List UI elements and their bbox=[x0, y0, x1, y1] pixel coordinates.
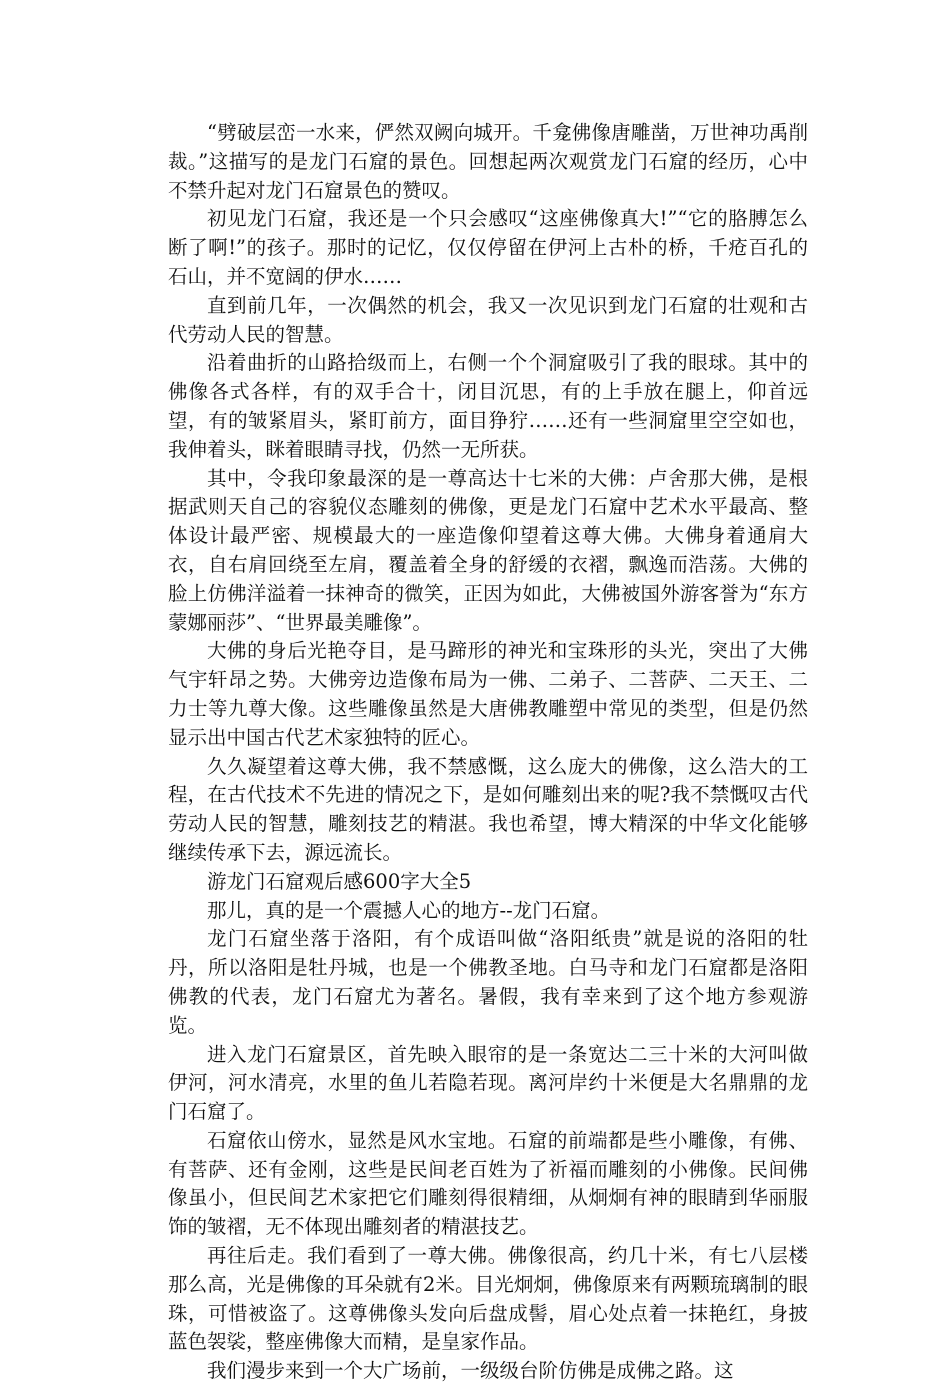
section-heading: 游龙门石窟观后感600字大全5 bbox=[207, 869, 472, 893]
paragraph-12: 再往后走。我们看到了一尊大佛。佛像很高，约几十米，有七八层楼那么高，光是佛像的耳朵就有2米。目光炯炯，佛像原来有两颗琉璃制的眼珠，可惜被盗了。这尊佛像头发向后盘成髻，眉心处点着一抹艳红，身披蓝色袈裟，整座佛像大而精，是皇家作品。 bbox=[168, 1244, 808, 1354]
paragraph-8: 那儿，真的是一个震撼人心的地方--龙门石窟。 bbox=[207, 898, 611, 922]
paragraph-9: 龙门石窟坐落于洛阳，有个成语叫做“洛阳纸贵”就是说的洛阳的牡丹，所以洛阳是牡丹城，也是一个佛教圣地。白马寺和龙门石窟都是洛阳佛教的代表，龙门石窟尤为著名。暑假，我有幸来到了这个地方参观游览。 bbox=[168, 927, 808, 1037]
paragraph-11: 石窟依山傍水，显然是风水宝地。石窟的前端都是些小雕像，有佛、有菩萨、还有金刚，这些是民间老百姓为了祈福而雕刻的小佛像。民间佛像虽小，但民间艺术家把它们雕刻得很精细，从炯炯有神的眼睛到华丽服饰的皱褶，无不体现出雕刻者的精湛技艺。 bbox=[168, 1128, 808, 1239]
paragraph-10: 进入龙门石窟景区，首先映入眼帘的是一条宽达二三十米的大河叫做伊河，河水清亮，水里的鱼儿若隐若现。离河岸约十米便是大名鼎鼎的龙门石窟了。 bbox=[168, 1042, 808, 1124]
paragraph-13: 我们漫步来到一个大广场前，一级级台阶仿佛是成佛之路。这 bbox=[207, 1359, 734, 1383]
paragraph-6: 大佛的身后光艳夺目，是马蹄形的神光和宝珠形的头光，突出了大佛气宇轩昂之势。大佛旁边造像布局为一佛、二弟子、二菩萨、二天王、二力士等九尊大像。这些雕像虽然是大唐佛教雕塑中常见的类型，但是仍然显示出中国古代艺术家独特的匠心。 bbox=[168, 639, 808, 749]
paragraph-5: 其中，令我印象最深的是一尊高达十七米的大佛：卢舍那大佛，是根据武则天自己的容貌仪态雕刻的佛像，更是龙门石窟中艺术水平最高、整体设计最严密、规模最大的一座造像仰望着这尊大佛。大佛身着通肩大衣，自右肩回绕至左肩，覆盖着全身的舒缓的衣褶，飘逸而浩荡。大佛的脸上仿佛洋溢着一抹神奇的微笑，正因为如此，大佛被国外游客誉为“东方蒙娜丽莎”、“世界最美雕像”。 bbox=[168, 466, 808, 634]
paragraph-7: 久久凝望着这尊大佛，我不禁感慨，这么庞大的佛像，这么浩大的工程，在古代技术不先进的情况之下，是如何雕刻出来的呢?我不禁慨叹古代劳动人民的智慧，雕刻技艺的精湛。我也希望，博大精深的中华文化能够继续传承下去，源远流长。 bbox=[168, 754, 808, 864]
article-body bbox=[168, 119, 808, 1386]
paragraph-1: “劈破层峦一水来，俨然双阙向城开。千龛佛像唐雕凿，万世神功禹削裁。”这描写的是龙门石窟的景色。回想起两次观赏龙门石窟的经历，心中不禁升起对龙门石窟景色的赞叹。 bbox=[168, 121, 808, 202]
paragraph-3: 直到前几年，一次偶然的机会，我又一次见识到龙门石窟的壮观和古代劳动人民的智慧。 bbox=[168, 293, 808, 346]
paragraph-4: 沿着曲折的山路拾级而上，右侧一个个洞窟吸引了我的眼球。其中的佛像各式各样，有的双手合十，闭目沉思，有的上手放在腿上，仰首远望，有的皱紧眉头，紧盯前方，面目狰狞……还有一些洞窟里空空如也，我伸着头，眯着眼睛寻找，仍然一无所获。 bbox=[168, 351, 808, 461]
paragraph-2: 初见龙门石窟，我还是一个只会感叹“这座佛像真大!”“它的胳膊怎么断了啊!”的孩子。那时的记忆，仅仅停留在伊河上古朴的桥，千疮百孔的石山，并不宽阔的伊水…… bbox=[168, 207, 808, 288]
